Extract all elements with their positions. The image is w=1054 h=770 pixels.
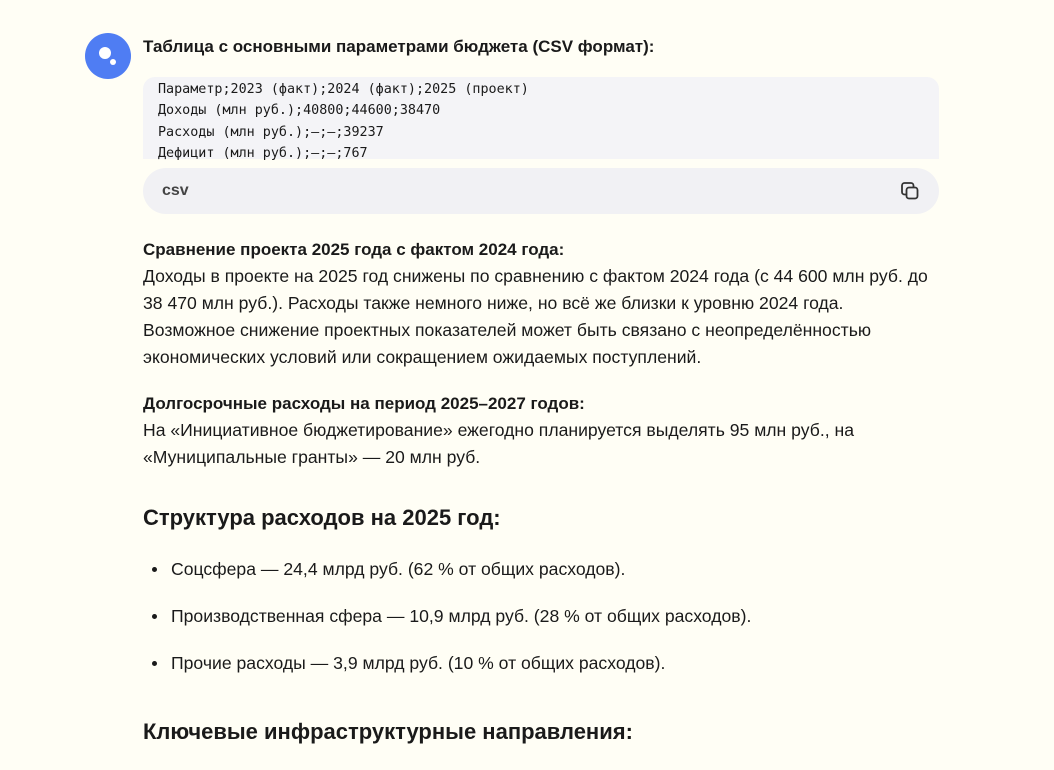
- comparison-section: [143, 236, 939, 371]
- infrastructure-heading: Ключевые инфраструктурные направления:: [143, 719, 633, 744]
- code-language-label: csv: [162, 182, 189, 199]
- list-item: [143, 603, 939, 630]
- bullet-icon: [152, 661, 157, 666]
- list-item-text: Производственная сфера — 10,9 млрд руб. (28 % от общих расходов).: [171, 606, 752, 626]
- avatar-small-dot-icon: [110, 59, 116, 65]
- list-item: [143, 556, 939, 583]
- copy-icon: [900, 181, 920, 201]
- copy-button[interactable]: [899, 180, 921, 202]
- bullet-icon: [152, 567, 157, 572]
- list-item-text: Соцсфера — 24,4 млрд руб. (62 % от общих расходов).: [171, 559, 626, 579]
- longterm-section: [143, 390, 939, 471]
- code-line: Параметр;2023 (факт);2024 (факт);2025 (проект): [158, 82, 529, 97]
- code-block[interactable]: [143, 77, 939, 162]
- list-item: [143, 650, 939, 677]
- longterm-title: Долгосрочные расходы на период 2025–2027 годов:: [143, 394, 585, 413]
- bullet-icon: [152, 614, 157, 619]
- list-item-text: Прочие расходы — 3,9 млрд руб. (10 % от общих расходов).: [171, 653, 666, 673]
- structure-list: [143, 556, 939, 677]
- avatar-dot-icon: [99, 47, 111, 59]
- comparison-title: Сравнение проекта 2025 года с фактом 2024 года:: [143, 240, 565, 259]
- comparison-text: Доходы в проекте на 2025 год снижены по сравнению с фактом 2024 года (с 44 600 млн руб. до 38 470 млн руб.). Расходы также немного ниже, но всё же близки к уровню 2024 года. Возможное снижение проектных показателей может быть связано с неопределённостью экономических условий или сокращением ожидаемых поступлений.: [143, 266, 928, 367]
- code-line: Дефицит (млн руб.);—;—;767: [158, 146, 368, 162]
- code-line: Расходы (млн руб.);—;—;39237: [158, 124, 384, 140]
- message-intro: Таблица с основными параметрами бюджета (CSV формат):: [143, 37, 655, 56]
- assistant-avatar: [85, 33, 131, 79]
- structure-heading: Структура расходов на 2025 год:: [143, 505, 501, 530]
- assistant-message: [143, 34, 939, 747]
- code-line: Доходы (млн руб.);40800;44600;38470: [158, 103, 441, 119]
- longterm-text: На «Инициативное бюджетирование» ежегодно планируется выделять 95 млн руб., на «Муниципальные гранты» — 20 млн руб.: [143, 420, 854, 467]
- code-footer: [143, 168, 939, 214]
